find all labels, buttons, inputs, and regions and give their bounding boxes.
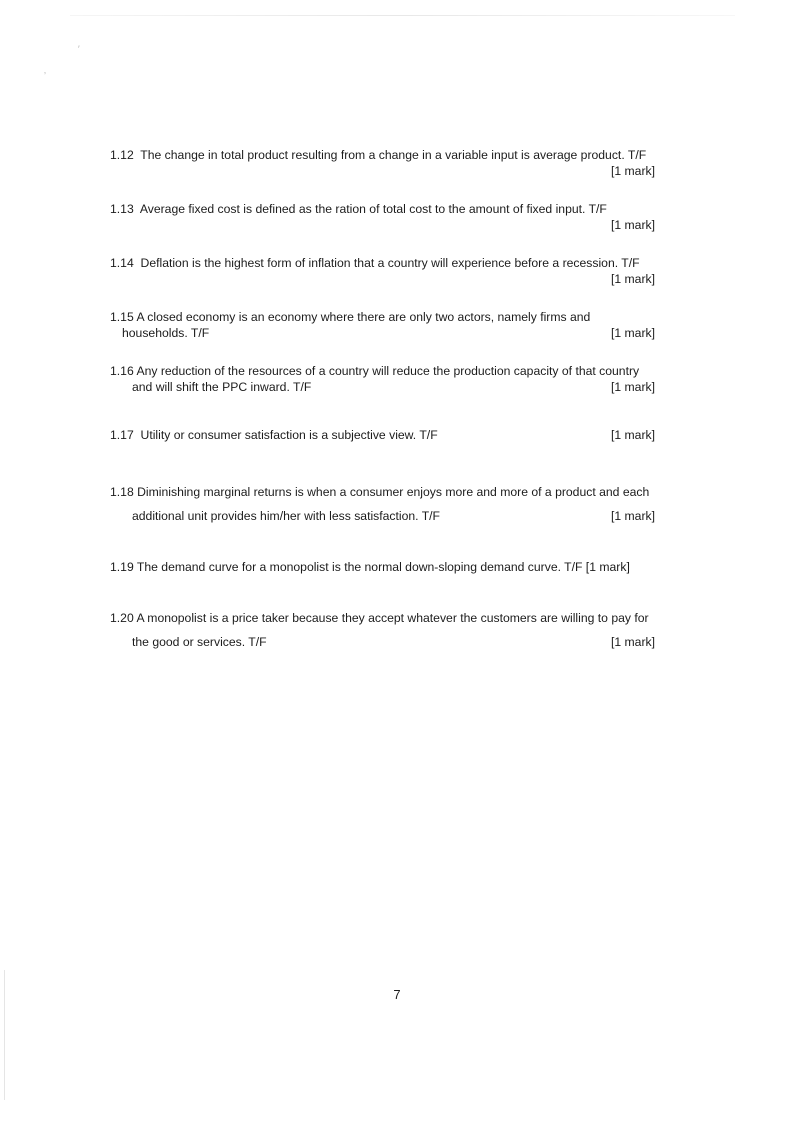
question-text: A closed economy is an economy where there are only two actors, namely firms and <box>136 310 591 324</box>
question-line <box>110 610 670 634</box>
question-text: Utility or consumer satisfaction is a subjective view. T/F <box>140 428 438 442</box>
question-1-16 <box>110 363 670 395</box>
question-text: The change in total product resulting from a change in a variable input is average product. T/F <box>140 148 647 162</box>
question-line <box>110 201 670 217</box>
mark-label: [1 mark] <box>610 428 655 442</box>
mark-label: [1 mark] <box>610 164 655 178</box>
mark-label: [1 mark] <box>610 326 655 340</box>
question-1-12 <box>110 147 670 179</box>
question-text: households. T/F <box>122 326 210 340</box>
question-1-14 <box>110 255 670 287</box>
question-1-17 <box>110 427 670 443</box>
question-line <box>110 484 670 508</box>
page-number: 7 <box>393 987 401 1002</box>
question-text: additional unit provides him/her with less satisfaction. T/F <box>132 509 440 523</box>
mark-label: [1 mark] <box>610 272 655 286</box>
question-line <box>110 559 670 575</box>
question-line <box>110 508 670 524</box>
question-number: 1.13 <box>110 202 134 216</box>
question-1-18 <box>110 484 670 524</box>
mark-label: [1 mark] <box>610 635 655 649</box>
question-number: 1.18 <box>110 485 134 499</box>
question-number: 1.14 <box>110 256 134 270</box>
question-line <box>110 147 670 163</box>
mark-label: [1 mark] <box>610 509 655 523</box>
question-number: 1.19 <box>110 560 134 574</box>
scan-speck: ′ <box>78 44 80 54</box>
question-text: A monopolist is a price taker because they accept whatever the customers are willing to pay for <box>136 611 649 625</box>
question-line <box>110 325 670 341</box>
question-line <box>110 379 670 395</box>
question-text: the good or services. T/F <box>132 635 267 649</box>
question-1-20 <box>110 610 670 650</box>
question-number: 1.15 <box>110 310 134 324</box>
question-line <box>110 363 670 379</box>
question-1-13 <box>110 201 670 233</box>
question-number: 1.20 <box>110 611 134 625</box>
question-line <box>110 309 670 325</box>
question-line <box>110 427 670 443</box>
question-number: 1.16 <box>110 364 134 378</box>
question-text: and will shift the PPC inward. T/F <box>132 380 312 394</box>
question-text: Average fixed cost is defined as the ration of total cost to the amount of fixed input. T/F <box>139 202 607 216</box>
question-text: Diminishing marginal returns is when a consumer enjoys more and more of a product and each <box>137 485 650 499</box>
question-1-19 <box>110 559 670 575</box>
question-line <box>110 255 670 271</box>
question-text: Deflation is the highest form of inflation that a country will experience before a recession. T/F <box>140 256 640 270</box>
scan-speck: ʼ <box>44 71 46 81</box>
scan-edge-top <box>70 15 735 16</box>
question-number: 1.12 <box>110 148 134 162</box>
question-text: The demand curve for a monopolist is the normal down-sloping demand curve. T/F [1 mark] <box>136 560 630 574</box>
question-line <box>110 634 670 650</box>
mark-label: [1 mark] <box>610 380 655 394</box>
mark-label: [1 mark] <box>610 218 655 232</box>
question-1-15 <box>110 309 670 341</box>
question-text: Any reduction of the resources of a country will reduce the production capacity of that country <box>136 364 640 378</box>
question-number: 1.17 <box>110 428 134 442</box>
